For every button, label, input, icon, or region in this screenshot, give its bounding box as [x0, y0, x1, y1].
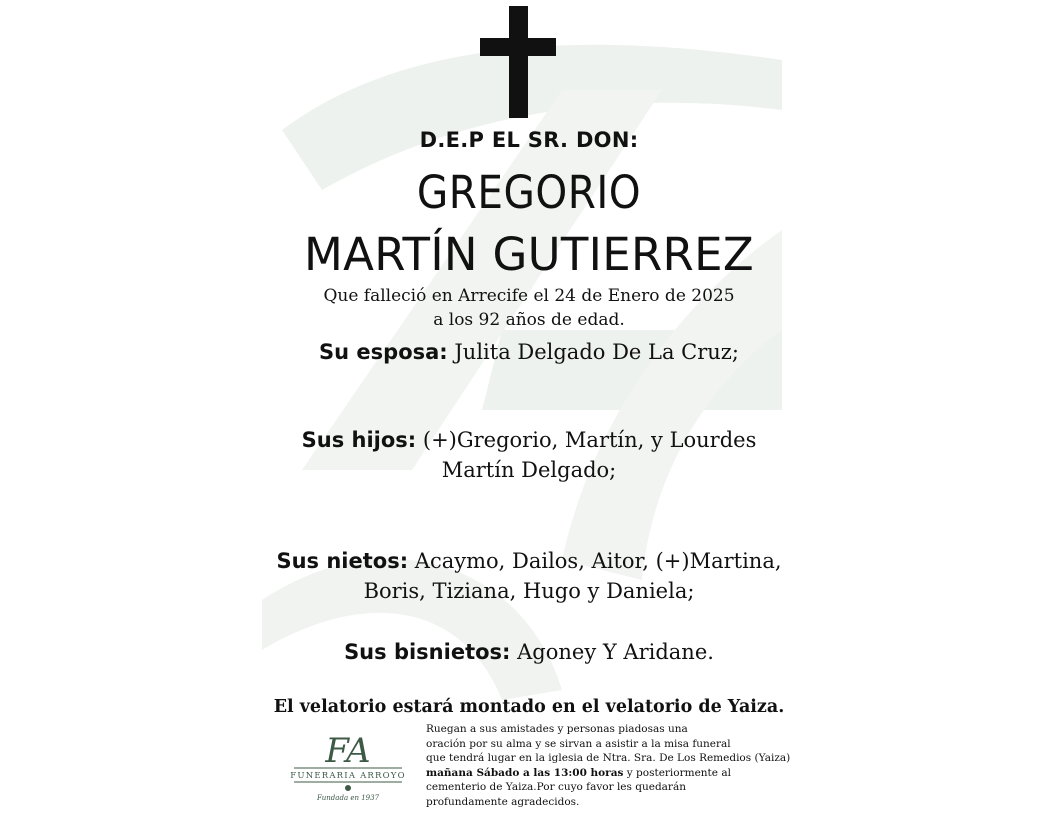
death-line: Que falleció en Arrecife el 24 de Enero de 2025	[323, 286, 735, 306]
mass-line1: Ruegan a sus amistades y personas piadosas una	[426, 723, 688, 735]
logo-monogram: FA	[325, 731, 371, 771]
hijos-line2: Martín Delgado;	[441, 458, 617, 482]
esposa-names: Julita Delgado De La Cruz;	[454, 340, 739, 364]
watermark-logo	[262, 0, 796, 816]
cross-icon	[480, 6, 556, 118]
bisnietos-label: Sus bisnietos:	[344, 640, 511, 664]
hijos-label: Sus hijos:	[301, 428, 417, 452]
mass-line6: profundamente agradecidos.	[426, 795, 580, 808]
esposa-label: Su esposa:	[319, 340, 448, 364]
nietos-line2: Boris, Tiziana, Hugo y Daniela;	[363, 579, 695, 603]
deceased-last-names: MARTÍN GUTIERREZ	[304, 228, 754, 281]
nietos-label: Sus nietos:	[276, 549, 409, 573]
family-nietos	[262, 546, 796, 606]
nietos-line1: Acaymo, Dailos, Aitor, (+)Martina,	[414, 549, 782, 573]
mass-line4: y posteriormente al	[623, 766, 731, 779]
mass-line2: oración por su alma y se sirvan a asistir a la misa funeral	[426, 737, 731, 750]
header-title: D.E.P EL SR. DON:	[419, 128, 639, 152]
age-line: a los 92 años de edad.	[433, 310, 625, 330]
logo-name: FUNERARIA ARROYO	[290, 771, 406, 781]
flower-icon	[345, 785, 351, 791]
velatorio-notice: El velatorio estará montado en el velatorio de Yaiza.	[273, 697, 785, 717]
hijos-line1: (+)Gregorio, Martín, y Lourdes	[422, 428, 757, 452]
mass-time: mañana Sábado a las 13:00 horas	[426, 766, 624, 779]
mass-line5: cementerio de Yaiza.Por cuyo favor les quedarán	[426, 781, 686, 794]
mass-notice	[426, 722, 798, 810]
mass-line3: que tendrá lugar en la iglesia de Ntra. Sra. De Los Remedios (Yaiza)	[426, 752, 791, 765]
logo-founded: Fundada en 1937	[316, 794, 380, 802]
obituary-card	[262, 0, 796, 816]
bisnietos-names: Agoney Y Aridane.	[517, 640, 714, 664]
family-bisnietos	[262, 637, 796, 667]
family-hijos	[262, 425, 796, 485]
deceased-first-name: GREGORIO	[416, 166, 642, 219]
funeraria-logo	[290, 728, 406, 806]
family-esposa	[262, 337, 796, 367]
